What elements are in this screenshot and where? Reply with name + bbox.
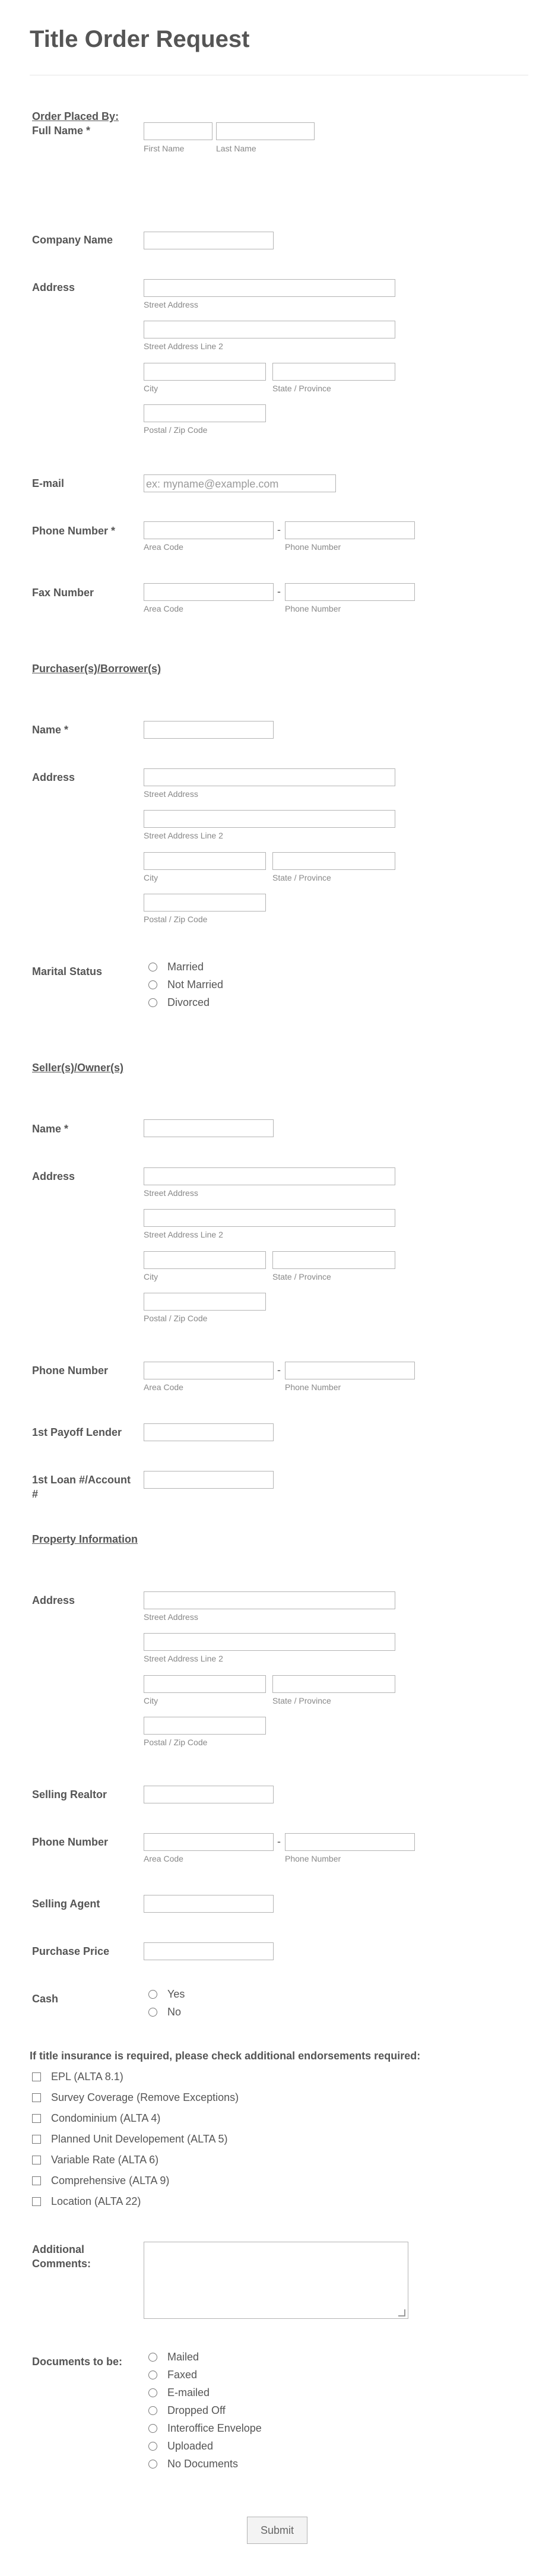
purchaser-address-label: Address [32, 771, 75, 783]
marital-status-option-label: Married [167, 961, 204, 973]
documents-radio-0[interactable] [148, 2353, 157, 2362]
marital-status-radio-1[interactable] [148, 980, 157, 989]
cash-radio-0[interactable] [148, 1990, 157, 1999]
property-state-input[interactable] [272, 1675, 395, 1693]
property-city-input[interactable] [144, 1675, 266, 1693]
seller-name-label: Name * [32, 1123, 69, 1135]
documents-option-label: Dropped Off [167, 2404, 226, 2416]
seller-postal-sublabel: Postal / Zip Code [144, 1314, 208, 1323]
fax-area-code-sublabel: Area Code [144, 604, 183, 613]
endorsement-option-label: Survey Coverage (Remove Exceptions) [51, 2091, 239, 2103]
property-area-code-sublabel: Area Code [144, 1854, 183, 1863]
endorsement-option-label: Planned Unit Developement (ALTA 5) [51, 2133, 228, 2145]
order-phone-sublabel: Phone Number [285, 542, 341, 552]
property-postal-sublabel: Postal / Zip Code [144, 1738, 208, 1747]
purchaser-street-address-input[interactable] [144, 768, 395, 786]
property-phone-input[interactable] [285, 1833, 415, 1851]
submit-button[interactable]: Submit [247, 2517, 307, 2544]
property-street-address-2-input[interactable] [144, 1633, 395, 1651]
order-area-code-sublabel: Area Code [144, 542, 183, 552]
additional-comments-textarea[interactable] [144, 2242, 408, 2319]
seller-postal-input[interactable] [144, 1293, 266, 1311]
property-postal-input[interactable] [144, 1717, 266, 1735]
seller-phone-input[interactable] [285, 1362, 415, 1379]
documents-option-label: Faxed [167, 2369, 198, 2381]
documents-option-label: No Documents [167, 2458, 239, 2470]
property-street-address-sublabel: Street Address [144, 1612, 198, 1622]
email-label: E-mail [32, 477, 65, 489]
purchaser-state-input[interactable] [272, 852, 395, 870]
endorsement-option-label: Condominium (ALTA 4) [51, 2112, 161, 2124]
last-name-input[interactable] [216, 122, 315, 140]
purchaser-state-sublabel: State / Province [272, 873, 331, 882]
documents-radio-3[interactable] [148, 2406, 157, 2415]
fax-number-input[interactable] [285, 583, 415, 601]
purchaser-street-address-sublabel: Street Address [144, 789, 198, 799]
fax-dash: - [277, 586, 281, 597]
endorsement-check-3[interactable] [32, 2135, 41, 2144]
last-name-sublabel: Last Name [216, 144, 256, 153]
additional-comments-label: Additional Comments: [32, 2243, 91, 2270]
documents-option-label: E-mailed [167, 2387, 210, 2398]
seller-area-code-sublabel: Area Code [144, 1382, 183, 1392]
selling-agent-label: Selling Agent [32, 1898, 100, 1910]
documents-radio-5[interactable] [148, 2442, 157, 2451]
documents-option-label: Interoffice Envelope [167, 2422, 262, 2434]
order-postal-sublabel: Postal / Zip Code [144, 425, 208, 435]
purchaser-street-address-2-input[interactable] [144, 810, 395, 828]
endorsement-question: If title insurance is required, please check additional endorsements required: [30, 2050, 421, 2062]
property-area-code-input[interactable] [144, 1833, 274, 1851]
order-street-address-2-input[interactable] [144, 321, 395, 338]
order-city-sublabel: City [144, 384, 158, 393]
endorsement-option-label: Comprehensive (ALTA 9) [51, 2175, 170, 2186]
endorsement-check-4[interactable] [32, 2156, 41, 2164]
purchaser-city-sublabel: City [144, 873, 158, 882]
purchase-price-label: Purchase Price [32, 1945, 110, 1957]
loan-account-label: 1st Loan #/Account # [32, 1474, 131, 1500]
full-name-label: Full Name * [32, 125, 91, 137]
property-street-address-input[interactable] [144, 1591, 395, 1609]
cash-option-label: Yes [167, 1988, 185, 2000]
documents-radio-1[interactable] [148, 2371, 157, 2379]
selling-realtor-input[interactable] [144, 1786, 274, 1803]
section-purchaser: Purchaser(s)/Borrower(s) [32, 663, 161, 675]
order-phone-label: Phone Number * [32, 525, 116, 537]
seller-area-code-input[interactable] [144, 1362, 274, 1379]
marital-status-option-label: Not Married [167, 979, 224, 990]
seller-phone-sublabel: Phone Number [285, 1382, 341, 1392]
payoff-lender-input[interactable] [144, 1423, 274, 1441]
property-state-sublabel: State / Province [272, 1696, 331, 1705]
cash-option-label: No [167, 2006, 182, 2018]
seller-phone-dash: - [277, 1364, 281, 1376]
order-street-address-sublabel: Street Address [144, 300, 198, 309]
documents-radio-6[interactable] [148, 2460, 157, 2469]
order-phone-input[interactable] [285, 521, 415, 539]
order-street-address-2-sublabel: Street Address Line 2 [144, 341, 223, 351]
property-phone-dash: - [277, 1836, 281, 1847]
order-state-input[interactable] [272, 363, 395, 381]
seller-street-address-2-input[interactable] [144, 1209, 395, 1227]
seller-city-sublabel: City [144, 1272, 158, 1281]
seller-state-input[interactable] [272, 1251, 395, 1269]
loan-account-input[interactable] [144, 1471, 274, 1489]
endorsement-check-5[interactable] [32, 2176, 41, 2185]
selling-agent-input[interactable] [144, 1895, 274, 1913]
fax-label: Fax Number [32, 587, 94, 599]
order-street-address-input[interactable] [144, 279, 395, 297]
page-title: Title Order Request [30, 26, 250, 52]
seller-phone-label: Phone Number [32, 1365, 109, 1376]
order-postal-input[interactable] [144, 404, 266, 422]
seller-city-input[interactable] [144, 1251, 266, 1269]
purchaser-postal-sublabel: Postal / Zip Code [144, 914, 208, 924]
payoff-lender-label: 1st Payoff Lender [32, 1426, 122, 1438]
first-name-input[interactable] [144, 122, 212, 140]
endorsement-check-6[interactable] [32, 2197, 41, 2206]
fax-number-sublabel: Phone Number [285, 604, 341, 613]
documents-option-label: Mailed [167, 2351, 199, 2363]
seller-address-label: Address [32, 1170, 75, 1182]
endorsement-option-label: EPL (ALTA 8.1) [51, 2071, 123, 2083]
cash-label: Cash [32, 1993, 59, 2005]
order-address-label: Address [32, 281, 75, 293]
documents-radio-2[interactable] [148, 2388, 157, 2397]
order-city-input[interactable] [144, 363, 266, 381]
section-order-placed-by: Order Placed By: [32, 110, 119, 122]
documents-radio-4[interactable] [148, 2424, 157, 2433]
section-property: Property Information [32, 1533, 138, 1545]
seller-street-address-sublabel: Street Address [144, 1188, 198, 1198]
purchaser-street-address-2-sublabel: Street Address Line 2 [144, 831, 223, 840]
purchaser-name-input[interactable] [144, 721, 274, 739]
company-name-label: Company Name [32, 234, 113, 246]
order-state-sublabel: State / Province [272, 384, 331, 393]
endorsement-check-1[interactable] [32, 2093, 41, 2102]
property-address-label: Address [32, 1594, 75, 1606]
seller-state-sublabel: State / Province [272, 1272, 331, 1281]
marital-status-radio-2[interactable] [148, 998, 157, 1007]
purchaser-postal-input[interactable] [144, 894, 266, 912]
marital-status-option-label: Divorced [167, 996, 210, 1008]
purchase-price-input[interactable] [144, 1942, 274, 1960]
seller-street-address-input[interactable] [144, 1167, 395, 1185]
company-name-input[interactable] [144, 232, 274, 249]
endorsement-option-label: Location (ALTA 22) [51, 2195, 141, 2207]
property-city-sublabel: City [144, 1696, 158, 1705]
selling-realtor-label: Selling Realtor [32, 1789, 107, 1800]
documents-option-label: Uploaded [167, 2440, 214, 2452]
endorsement-check-2[interactable] [32, 2114, 41, 2123]
marital-status-radio-0[interactable] [148, 963, 157, 971]
resize-grip-icon[interactable] [398, 2309, 405, 2316]
section-seller: Seller(s)/Owner(s) [32, 1062, 124, 1074]
email-input[interactable]: ex: myname@example.com [144, 474, 336, 492]
seller-street-address-2-sublabel: Street Address Line 2 [144, 1230, 223, 1239]
endorsement-check-0[interactable] [32, 2072, 41, 2081]
order-area-code-input[interactable] [144, 521, 274, 539]
first-name-sublabel: First Name [144, 144, 185, 153]
order-phone-dash: - [277, 524, 281, 536]
cash-radio-1[interactable] [148, 2008, 157, 2017]
marital-status-label: Marital Status [32, 966, 103, 977]
seller-name-input[interactable] [144, 1119, 274, 1137]
endorsement-option-label: Variable Rate (ALTA 6) [51, 2154, 159, 2166]
property-phone-label: Phone Number [32, 1836, 109, 1848]
documents-label: Documents to be: [32, 2356, 123, 2368]
fax-area-code-input[interactable] [144, 583, 274, 601]
purchaser-name-label: Name * [32, 724, 69, 736]
property-phone-sublabel: Phone Number [285, 1854, 341, 1863]
property-street-address-2-sublabel: Street Address Line 2 [144, 1654, 223, 1663]
purchaser-city-input[interactable] [144, 852, 266, 870]
